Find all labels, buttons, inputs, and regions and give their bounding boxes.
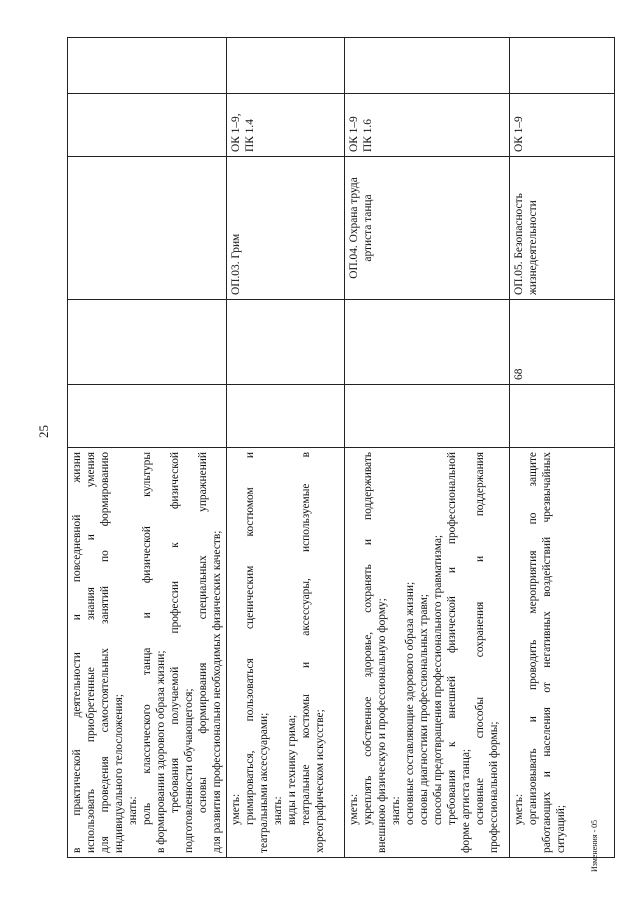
blank-cell [227,385,345,448]
rotated-page-content [67,38,568,858]
skills-line: внешнюю физическую и профессиональную форму; [376,598,389,853]
skills-line: в формировании здорового образа жизни; [155,650,168,853]
skills-line: требования получаемой профессии к физической [169,452,182,813]
footer-revision: Изменения - 05 [590,819,599,872]
blank-cell [345,385,510,448]
skills-cell [510,448,615,858]
skills-line: ситуаций; [555,804,568,853]
table-row [510,38,615,858]
skills-line: уметь: [230,793,243,825]
skills-cell [345,448,510,858]
skills-line: знать: [390,796,403,825]
curriculum-table [67,37,615,858]
skills-line: гримироваться, пользоваться сценическим костюмом и [244,452,257,825]
skills-line: профессиональной формы; [488,721,501,853]
skills-line: требования к внешней физической и профессиональной [446,452,459,825]
skills-line: использовать приобретенные знания и умения [85,452,98,853]
competences-cell: ОК 1–9 ПК 1.6 [345,94,510,157]
skills-line: для проведения самостоятельных занятий по формированию [99,452,112,853]
table-row [68,38,227,858]
discipline-cell: ОП.04. Охрана труда артиста танца [345,157,510,300]
hours-cell [227,300,345,385]
blank-cell [510,385,615,448]
skills-line: уметь: [348,793,361,825]
blank-cell [68,385,227,448]
discipline-cell: ОП.05. Безопасность жизнедеятельности [510,157,615,300]
skills-line: индивидуального телосложения; [113,694,126,853]
blank-cell [510,38,615,94]
page-number: 25 [36,425,51,438]
skills-line: основы формирования специальных упражнений [197,452,210,813]
skills-line: для развития профессионально необходимых физических качеств; [211,530,224,853]
competences-cell: ОК 1–9 [510,94,615,157]
table-row [345,38,510,858]
skills-line: знать: [272,796,285,825]
discipline-cell: ОП.03. Грим [227,157,345,300]
competences-cell [68,94,227,157]
skills-line: основные составляющие здорового образа жизни; [404,581,417,825]
blank-cell [68,38,227,94]
skills-line: основы диагностики профессиональных травм; [418,594,431,825]
skills-line: виды и технику грима; [286,714,299,825]
competences-cell: ОК 1–9, ПК 1.4 [227,94,345,157]
table-row [227,38,345,858]
skills-line: театральные костюмы и аксессуары, используемые в [300,452,313,825]
skills-line: организовывать и проводить мероприятия по защите [527,452,540,825]
hours-cell [68,300,227,385]
skills-line: подготовленности обучающегося; [183,688,196,853]
skills-line: уметь: [513,793,526,825]
skills-cell [227,448,345,858]
hours-cell [345,300,510,385]
skills-line: форме артиста танца; [460,748,473,853]
skills-line: способы предотвращения профессионального травматизма; [432,534,445,825]
skills-cell [68,448,227,858]
skills-line: в практической деятельности и повседневной жизни [71,452,83,853]
curriculum-table-container [67,38,568,858]
skills-line: укреплять собственное здоровье, сохранять и поддерживать [362,452,375,825]
skills-line: хореографическом искусстве; [314,709,327,853]
blank-cell [227,38,345,94]
hours-cell: 68 [510,300,615,385]
skills-line: роль классического танца и физической культуры [141,452,154,825]
skills-line: знать: [127,796,140,825]
skills-line: театральными аксессуарами; [258,712,271,853]
blank-cell [345,38,510,94]
skills-line: работающих и населения от негативных воздействий чрезвычайных [541,452,554,853]
discipline-cell [68,157,227,300]
skills-line: основные способы сохранения и поддержания [474,452,487,825]
